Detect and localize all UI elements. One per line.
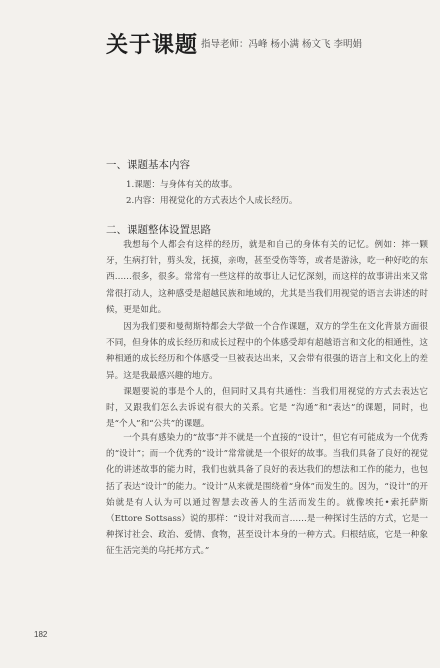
list-item-content: 2.内容：用视觉化的方式表达个人成长经历。 — [126, 196, 298, 206]
paragraph-1: 我想每个人都会有这样的经历，就是和自己的身体有关的记忆。例如：摔一颗牙，生病打针，剪头发，抚摸，亲吻，甚至受伤等等，或者是游泳，吃一种好吃的东西……很多，很多。常常有一些这样的故事让人记忆深刻，而这样的故事讲出来又常常很打动人，这种感受是超越民族和地域的，尤其是当我们用视觉的语言去讲述的时候，更是如此。 — [106, 240, 428, 315]
paragraph-2: 因为我们要和曼彻斯特都会大学做一个合作课题，双方的学生在文化背景方面很不同，但身体的成长经历和成长过程中的个体感受却有超越语言和文化的相通性，这种相通的成长经历和个体感受一旦被表达出来，又会带有很强的语言上和文化上的差异。这是我最感兴趣的地方。 — [106, 322, 428, 381]
page-number: 182 — [34, 630, 48, 639]
advisors-line: 指导老师：冯峰 杨小满 杨文飞 李明娟 — [201, 39, 363, 50]
paragraph-3: 课题要说的事是个人的，但同时又具有共通性：当我们用视觉的方式去表达它时，又跟我们怎么去诉说有很大的关系。它是 “沟通”和“表达”的课题，同时，也是“个人”和“公共”的课题。 — [106, 387, 428, 430]
page-title: 关于课题 — [106, 33, 199, 58]
list-item-topic: 1.课题：与身体有关的故事。 — [126, 180, 238, 190]
section-heading-overall-approach: 二、课题整体设置思路 — [106, 224, 211, 236]
section-heading-basic-content: 一、课题基本内容 — [106, 159, 190, 171]
paragraph-4: 一个具有感染力的“故事”并不就是一个直接的“设计”，但它有可能成为一个优秀的“设计”；而一个优秀的“设计”常常就是一个很好的故事。当我们具备了良好的视觉化的讲述故事的能力时，我们也就具备了良好的表达我们的想法和工作的能力，也包括了表达“设计”的能力。“设计”从来就是围绕着“身体”而发生的。因为，“设计”的开始就是有人认为可以通过智慧去改善人的生活而发生的。就像埃托•索托萨斯（Ettore Sottsass）说的那样：“设计对我而言……是一种探讨生活的方式，它是一种探讨社会、政治、爱情、食物，甚至设计本身的一种方式。归根结底，它是一种象征生活完美的乌托邦方式。” — [106, 433, 428, 557]
